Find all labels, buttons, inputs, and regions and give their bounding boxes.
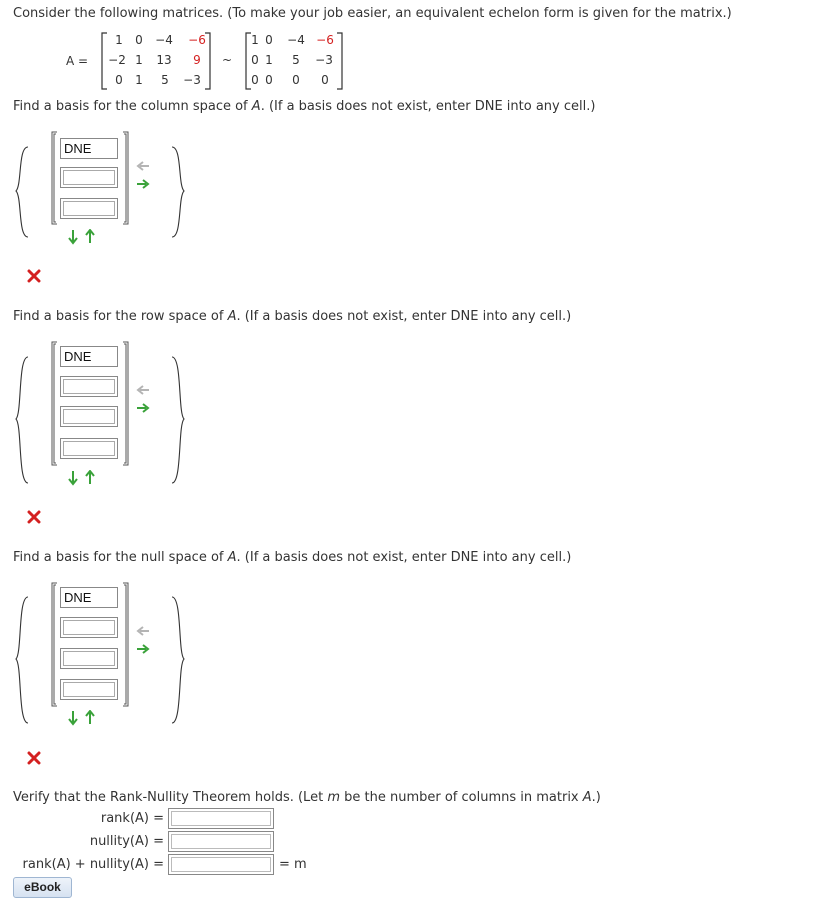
ebook-button[interactable]: eBook [13, 877, 72, 898]
row-space-row-arrows[interactable] [67, 470, 97, 486]
matrix-echelon-cell: 0 [292, 73, 300, 87]
null-space-row-arrows[interactable] [67, 710, 97, 726]
matrix-a-cell: 9 [193, 53, 201, 67]
matrix-echelon-cell: −6 [316, 33, 334, 47]
question-row-space: Find a basis for the row space of A. (If a basis does not exist, enter DNE into any cell.) [13, 309, 572, 324]
column-space-vector-cell[interactable]: DNE [60, 138, 118, 159]
rank-plus-nullity-input[interactable] [168, 854, 274, 875]
matrix-a-cell: 1 [115, 33, 123, 47]
intro-text: Consider the following matrices. (To make your job easier, an equivalent echelon form is given for the matrix.) [13, 6, 732, 21]
matrix-a-cell: 5 [161, 73, 169, 87]
matrix-a-cell: 1 [135, 73, 143, 87]
rank-plus-nullity-label: rank(A) + nullity(A) = [22, 857, 164, 872]
matrix-echelon-cell: −4 [287, 33, 305, 47]
column-space-row-arrows[interactable] [67, 229, 97, 245]
incorrect-icon [27, 510, 41, 524]
nullity-label: nullity(A) = [89, 834, 164, 849]
matrix-echelon-cell: 0 [251, 53, 259, 67]
matrix-a-cell: 0 [115, 73, 123, 87]
matrix-echelon-cell: 0 [265, 73, 273, 87]
incorrect-icon [27, 269, 41, 283]
null-space-vector-cell[interactable] [60, 648, 118, 669]
question-rank-nullity: Verify that the Rank-Nullity Theorem holds. (Let m be the number of columns in matrix A.) [13, 790, 601, 805]
matrix-echelon-cell: 0 [251, 73, 259, 87]
matrix-a-cell: 0 [135, 33, 143, 47]
matrix-a-cell: 13 [156, 53, 172, 67]
column-space-vector-cell[interactable] [60, 167, 118, 188]
matrix-a-cell: −4 [155, 33, 173, 47]
equivalence-sign: ~ [222, 53, 233, 67]
matrix-echelon-cell: −3 [315, 53, 333, 67]
null-space-vector-cell[interactable] [60, 679, 118, 700]
rank-input[interactable] [168, 808, 274, 829]
matrix-a-cell: −6 [188, 33, 206, 47]
equals-m-label: = m [279, 857, 307, 872]
null-space-remove-add-vector-arrows[interactable] [135, 626, 151, 656]
incorrect-icon [27, 751, 41, 765]
column-space-vector-cell[interactable] [60, 198, 118, 219]
rank-label: rank(A) = [100, 811, 164, 826]
matrix-a-cell: −2 [108, 53, 126, 67]
question-column-space: Find a basis for the column space of A. (If a basis does not exist, enter DNE into any cell.) [13, 99, 596, 114]
null-space-vector-cell[interactable] [60, 617, 118, 638]
matrix-echelon-cell: 0 [321, 73, 329, 87]
question-null-space: Find a basis for the null space of A. (If a basis does not exist, enter DNE into any cell.) [13, 550, 572, 565]
row-space-remove-add-vector-arrows[interactable] [135, 385, 151, 415]
matrix-a-cell: 1 [135, 53, 143, 67]
row-space-vector-cell[interactable]: DNE [60, 346, 118, 367]
row-space-vector-cell[interactable] [60, 376, 118, 397]
matrix-echelon-cell: 5 [292, 53, 300, 67]
matrix-echelon-cell: 0 [265, 33, 273, 47]
matrix-a-label: A = [66, 54, 89, 68]
nullity-input[interactable] [168, 831, 274, 852]
matrix-echelon-cell: 1 [251, 33, 259, 47]
row-space-vector-cell[interactable] [60, 438, 118, 459]
null-space-vector-cell[interactable]: DNE [60, 587, 118, 608]
column-space-remove-add-vector-arrows[interactable] [135, 161, 151, 191]
matrix-echelon-cell: 1 [265, 53, 273, 67]
matrix-a-cell: −3 [183, 73, 201, 87]
row-space-vector-cell[interactable] [60, 406, 118, 427]
